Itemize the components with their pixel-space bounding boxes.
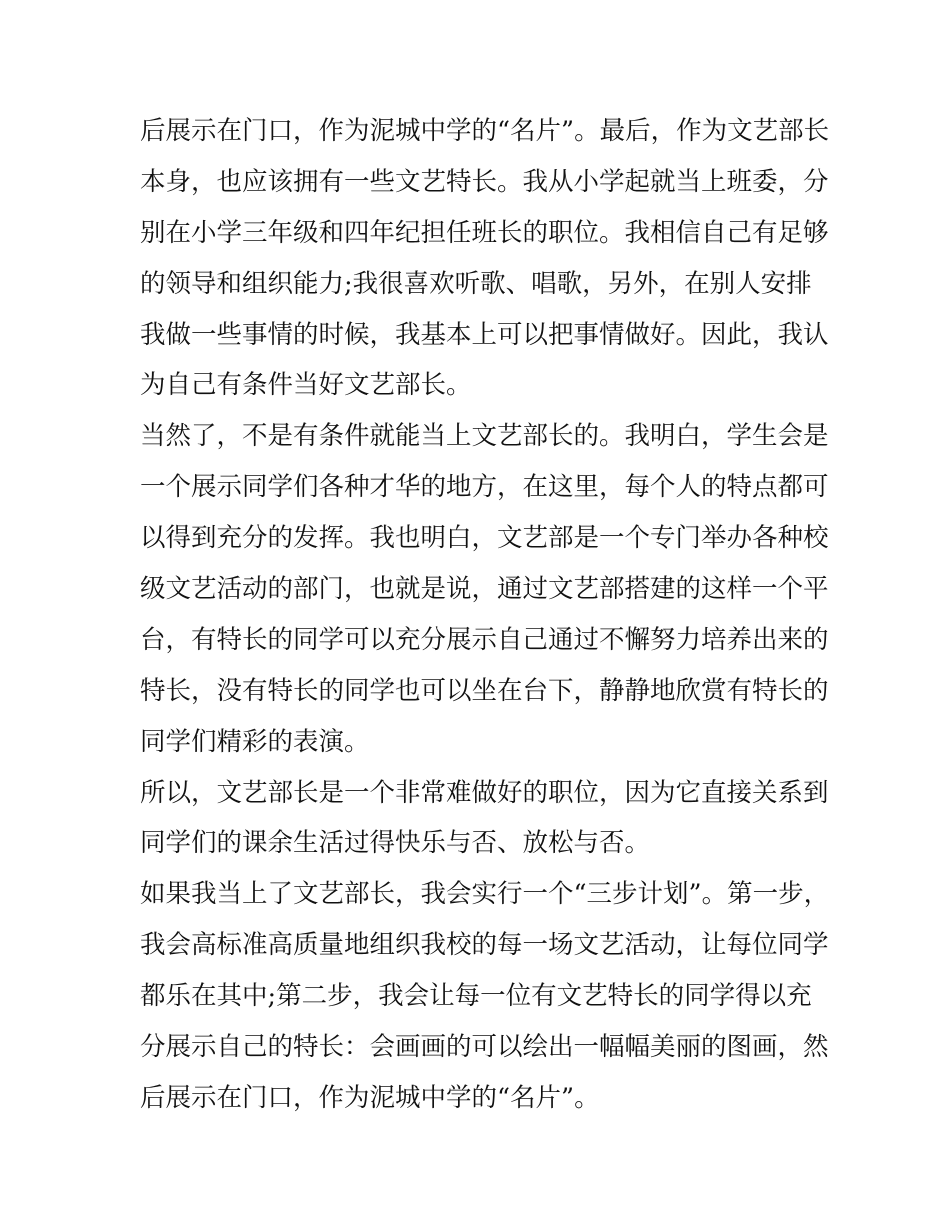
text-line: 后展示在门口，作为泥城中学的“名片”。	[140, 1082, 600, 1113]
text-line: 我会高标准高质量地组织我校的每一场文艺活动，让每位同学	[140, 930, 829, 961]
text-line: 为自己有条件当好文艺部长。	[140, 370, 472, 401]
text-line: 我做一些事情的时候，我基本上可以把事情做好。因此，我认	[140, 319, 829, 350]
text-line: 的领导和组织能力;我很喜欢听歌、唱歌，另外，在别人安排	[140, 268, 812, 299]
text-line: 以得到充分的发挥。我也明白，文艺部是一个专门举办各种校	[140, 523, 829, 554]
text-line: 分展示自己的特长：会画画的可以绘出一幅幅美丽的图画，然	[140, 1032, 829, 1063]
text-line: 本身，也应该拥有一些文艺特长。我从小学起就当上班委，分	[140, 166, 829, 197]
text-line: 后展示在门口，作为泥城中学的“名片”。最后，作为文艺部长	[140, 116, 830, 146]
text-line: 都乐在其中;第二步，我会让每一位有文艺特长的同学得以充	[140, 981, 812, 1012]
text-line: 同学们的课余生活过得快乐与否、放松与否。	[140, 828, 651, 859]
text-line: 别在小学三年级和四年纪担任班长的职位。我相信自己有足够	[140, 217, 829, 248]
text-line: 所以，文艺部长是一个非常难做好的职位，因为它直接关系到	[140, 777, 829, 808]
text-line: 当然了，不是有条件就能当上文艺部长的。我明白，学生会是	[140, 421, 829, 452]
text-line: 级文艺活动的部门，也就是说，通过文艺部搭建的这样一个平	[140, 574, 829, 605]
text-line: 台，有特长的同学可以充分展示自己通过不懈努力培养出来的	[140, 624, 829, 655]
text-line: 特长，没有特长的同学也可以坐在台下，静静地欣赏有特长的	[140, 675, 829, 706]
text-line: 一个展示同学们各种才华的地方，在这里，每个人的特点都可	[140, 472, 829, 503]
body-text	[140, 106, 830, 1124]
text-line: 同学们精彩的表演。	[140, 726, 370, 757]
text-line: 如果我当上了文艺部长，我会实行一个“三步计划”。第一步，	[140, 879, 830, 910]
